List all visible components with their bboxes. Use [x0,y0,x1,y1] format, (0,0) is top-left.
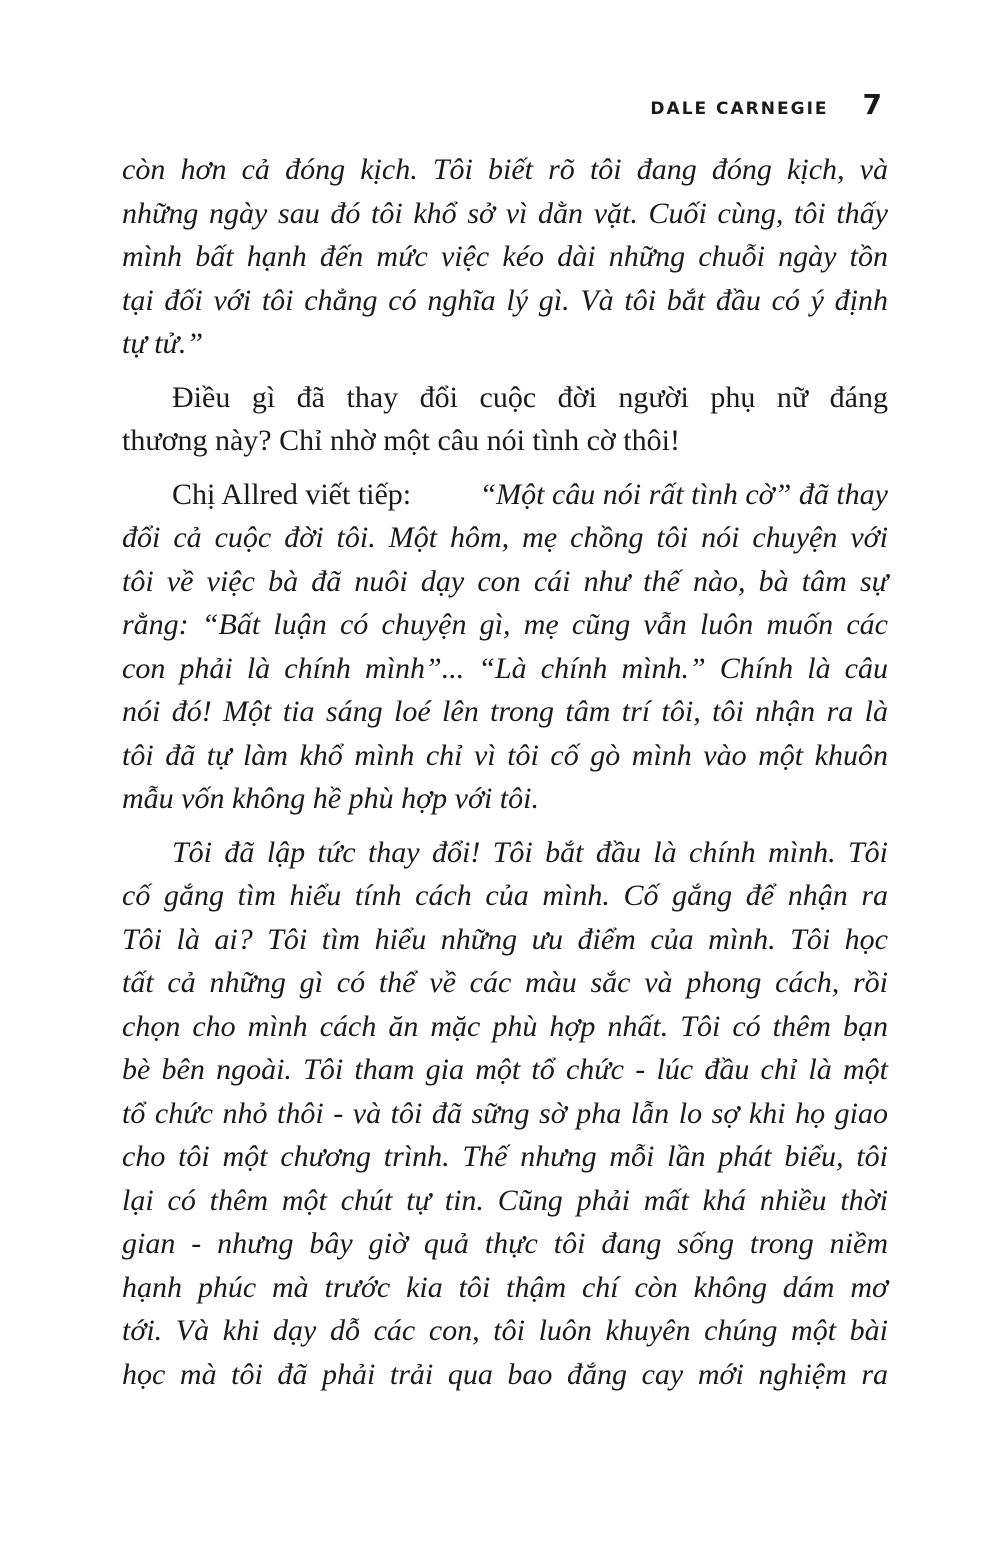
text-line: tại đối với tôi chẳng có nghĩa lý gì. Và tôi bắt đầu có ý định [122,283,888,317]
text-line: mình bất hạnh đến mức việc kéo dài những chuỗi ngày tồn [122,240,888,273]
page-number: 7 [862,88,882,121]
text-line: Điều gì đã thay đổi cuộc đời người phụ nữ đáng [172,380,888,414]
text-line: Tôi là ai? Tôi tìm hiểu những ưu điểm của mình. Tôi học [122,922,888,956]
text-line: tất cả những gì có thể về các màu sắc và phong cách, rồi [122,966,888,999]
text-line: cố gắng tìm hiểu tính cách của mình. Cố gắng để nhận ra [122,879,888,912]
paragraph [122,376,888,463]
paragraph [122,148,888,366]
text-line: gian - nhưng bây giờ quả thực tôi đang sống trong niềm [122,1227,888,1260]
running-title: DALE CARNEGIE [650,99,829,119]
running-header [650,88,882,121]
text-line: tôi về việc bà đã nuôi dạy con cái như thế nào, bà tâm sự [122,564,888,598]
page-body [122,148,888,1406]
text-line: Tôi đã lập tức thay đổi! Tôi bắt đầu là chính mình. Tôi [172,835,888,869]
text-line: tôi đã tự làm khổ mình chỉ vì tôi cố gò mình vào một khuôn [122,738,888,772]
text-line [122,473,888,517]
text-line: mẫu vốn không hề phù hợp với tôi. [122,782,539,815]
text-line: thương này? Chỉ nhờ một câu nói tình cờ thôi! [122,424,680,457]
text-line: chọn cho mình cách ăn mặc phù hợp nhất. Tôi có thêm bạn [122,1009,888,1043]
text-line: đổi cả cuộc đời tôi. Một hôm, mẹ chồng tôi nói chuyện với [122,521,888,554]
text-line: còn hơn cả đóng kịch. Tôi biết rõ tôi đang đóng kịch, và [122,153,888,186]
text-line: rằng: “Bất luận có chuyện gì, mẹ cũng vẫn luôn muốn các [122,608,888,641]
text-line: hạnh phúc mà trước kia tôi thậm chí còn không dám mơ [122,1270,888,1304]
text-line: tổ chức nhỏ thôi - và tôi đã sững sờ pha lẫn lo sợ khi họ giao [122,1096,888,1130]
lead-text: Chị Allred viết tiếp: [172,477,419,511]
paragraph [122,831,888,1397]
text-line: con phải là chính mình”... “Là chính mình.” Chính là câu [122,651,888,685]
text-line: cho tôi một chương trình. Thế nhưng mỗi lần phát biểu, tôi [122,1140,888,1173]
quote-text: “Một câu nói rất tình cờ” đã thay [479,477,888,511]
paragraph [122,473,888,821]
text-line: tự tử.” [122,327,204,360]
text-line: bè bên ngoài. Tôi tham gia một tổ chức - lúc đầu chỉ là một [122,1053,888,1086]
text-line: lại có thêm một chút tự tin. Cũng phải mất khá nhiều thời [122,1183,888,1217]
text-line: học mà tôi đã phải trải qua bao đắng cay mới nghiệm ra [122,1357,888,1391]
text-line: tới. Và khi dạy dỗ các con, tôi luôn khuyên chúng một bài [122,1314,888,1347]
text-line: những ngày sau đó tôi khổ sở vì dằn vặt. Cuối cùng, tôi thấy [122,196,888,230]
text-line: nói đó! Một tia sáng loé lên trong tâm trí tôi, tôi nhận ra là [122,695,888,728]
